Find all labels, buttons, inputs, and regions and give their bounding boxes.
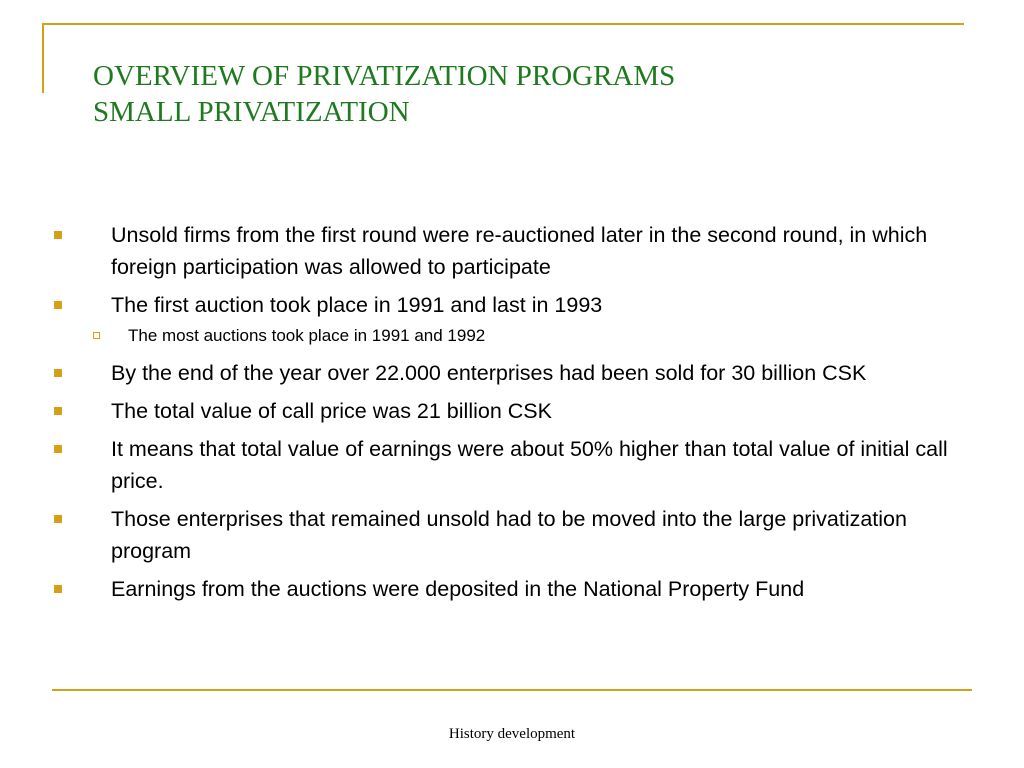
- square-bullet-icon: [54, 231, 62, 239]
- title-line-2: SMALL PRIVATIZATION: [93, 96, 410, 128]
- title-line-1: OVERVIEW OF PRIVATIZATION PROGRAMS: [93, 60, 676, 92]
- bullet-text: Unsold firms from the first round were re-auctioned later in the second round, in which foreign participation was allowed to participate: [111, 223, 928, 279]
- bullet-text: The first auction took place in 1991 and last in 1993: [111, 293, 603, 317]
- bullet-text: It means that total value of earnings were about 50% higher than total value of initial call price.: [111, 437, 948, 493]
- slide-title: [93, 58, 953, 130]
- square-bullet-icon: [54, 445, 62, 453]
- list-item: [0, 219, 1024, 283]
- list-item: [0, 433, 1024, 497]
- footer-divider: [52, 689, 972, 691]
- bullet-list: [0, 219, 1024, 611]
- sub-bullet-text: The most auctions took place in 1991 and 1992: [128, 326, 486, 345]
- bullet-text: Earnings from the auctions were deposited in the National Property Fund: [111, 577, 805, 601]
- frame-left-line: [42, 23, 44, 93]
- frame-top-line: [42, 23, 964, 25]
- square-bullet-icon: [54, 301, 62, 309]
- square-bullet-icon: [54, 585, 62, 593]
- list-item: [0, 503, 1024, 567]
- square-bullet-icon: [54, 407, 62, 415]
- square-bullet-icon: [54, 515, 62, 523]
- list-item: [0, 395, 1024, 427]
- bullet-text: The total value of call price was 21 billion CSK: [111, 399, 552, 423]
- list-item: [0, 289, 1024, 321]
- slide-footer: [0, 726, 1024, 743]
- footer-label: History development: [448, 726, 576, 742]
- list-item: [0, 573, 1024, 605]
- hollow-square-bullet-icon: [93, 332, 100, 339]
- bullet-text: By the end of the year over 22.000 enterprises had been sold for 30 billion CSK: [111, 361, 867, 385]
- bullet-text: Those enterprises that remained unsold had to be moved into the large privatization program: [111, 507, 907, 563]
- square-bullet-icon: [54, 369, 62, 377]
- list-item: [0, 357, 1024, 389]
- sub-list-item: [0, 324, 1024, 348]
